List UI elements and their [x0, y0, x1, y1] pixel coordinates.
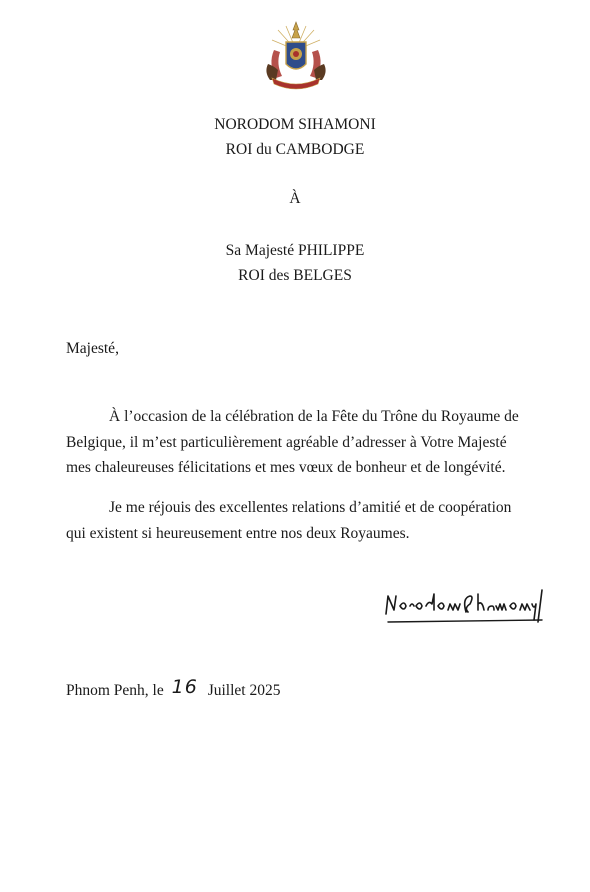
dateline-day: 16 — [171, 676, 198, 698]
salutation: Majesté, — [66, 340, 119, 357]
paragraph-2-line: qui existent si heureusement entre nos deux Royaumes. — [66, 524, 410, 542]
dateline — [66, 678, 280, 700]
recipient-title: ROI des BELGES — [238, 267, 352, 284]
dateline-month-year: Juillet 2025 — [207, 682, 281, 699]
paragraph-2-line: Je me réjouis des excellentes relations d’amitié et de coopération — [109, 499, 512, 516]
recipient-name: Sa Majesté PHILIPPE — [225, 242, 365, 259]
sender-title: ROI du CAMBODGE — [225, 141, 365, 158]
royal-coat-of-arms-icon — [258, 20, 334, 92]
paragraph-1-line: mes chaleureuses félicitations et mes vœux de bonheur et de longévité. — [66, 459, 506, 476]
handwritten-signature — [382, 584, 548, 630]
paragraph-1-line: À l’occasion de la célébration de la Fête du Trône du Royaume de — [109, 408, 519, 425]
dateline-place: Phnom Penh, le — [66, 682, 164, 699]
to-label: À — [289, 190, 301, 207]
paragraph-1 — [66, 404, 526, 481]
paragraph-1-line: Belgique, il m’est particulièrement agréable d’adresser à Votre Majesté — [66, 433, 507, 451]
paragraph-2 — [66, 495, 526, 546]
sender-name: NORODOM SIHAMONI — [214, 116, 376, 133]
